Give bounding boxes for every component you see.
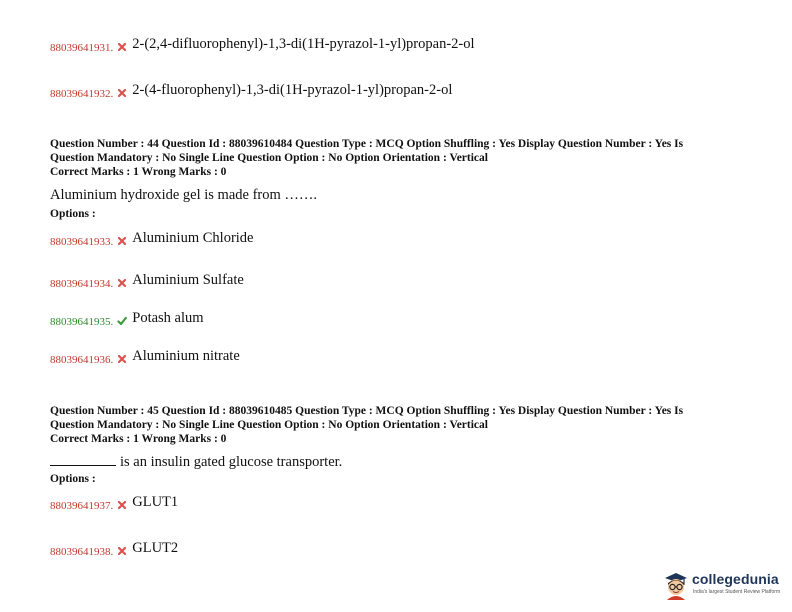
option-row	[50, 84, 452, 106]
cross-icon	[117, 500, 127, 510]
option-text: Aluminium Chloride	[132, 230, 254, 246]
cross-icon	[117, 42, 127, 52]
logo-tagline: India's largest Student Review Platform	[693, 589, 781, 595]
option-id: 88039641937.	[50, 500, 114, 512]
option-row-correct	[50, 312, 204, 334]
check-icon	[117, 316, 127, 326]
option-id: 88039641935.	[50, 316, 114, 328]
question-header-line: Question Mandatory : No Single Line Question Option : No Option Orientation : Vertical	[50, 419, 488, 431]
option-text: GLUT2	[132, 540, 179, 556]
options-label: Options :	[50, 208, 96, 220]
option-id: 88039641934.	[50, 278, 114, 290]
question-text	[50, 452, 342, 471]
question-header-line: Question Mandatory : No Single Line Question Option : No Option Orientation : Vertical	[50, 152, 488, 164]
marks-line: Correct Marks : 1 Wrong Marks : 0	[50, 166, 227, 178]
cross-icon	[117, 546, 127, 556]
option-id: 88039641933.	[50, 236, 114, 248]
option-row	[50, 350, 240, 372]
cross-icon	[117, 278, 127, 288]
option-id: 88039641932.	[50, 88, 114, 100]
fill-in-blank	[50, 452, 116, 466]
option-row	[50, 232, 253, 254]
option-row	[50, 542, 178, 564]
option-row	[50, 38, 475, 60]
option-id: 88039641931.	[50, 42, 114, 54]
option-id: 88039641938.	[50, 546, 114, 558]
logo-wordmark: collegedunia	[692, 571, 779, 587]
option-text: Potash alum	[132, 310, 204, 326]
option-text: Aluminium nitrate	[132, 348, 240, 364]
marks-line: Correct Marks : 1 Wrong Marks : 0	[50, 433, 227, 445]
option-row	[50, 496, 178, 518]
question-text: Aluminium hydroxide gel is made from …….	[50, 187, 318, 203]
cross-icon	[117, 354, 127, 364]
question-text-body: is an insulin gated glucose transporter.	[120, 454, 343, 470]
cross-icon	[117, 88, 127, 98]
question-header-line: Question Number : 45 Question Id : 88039610485 Question Type : MCQ Option Shuffling : Yes Display Question Number : Yes Is	[50, 405, 684, 417]
question-header	[50, 404, 750, 446]
option-id: 88039641936.	[50, 354, 114, 366]
option-text: Aluminium Sulfate	[132, 272, 244, 288]
question-header-line: Question Number : 44 Question Id : 88039610484 Question Type : MCQ Option Shuffling : Yes Display Question Number : Yes Is	[50, 138, 684, 150]
question-header	[50, 137, 750, 179]
collegedunia-logo	[662, 568, 784, 602]
cross-icon	[117, 236, 127, 246]
option-text: GLUT1	[132, 494, 179, 510]
option-text: 2-(2,4-difluorophenyl)-1,3-di(1H-pyrazol-1-yl)propan-2-ol	[132, 36, 475, 52]
student-mascot-icon	[662, 570, 690, 600]
option-row	[50, 274, 244, 296]
option-text: 2-(4-fluorophenyl)-1,3-di(1H-pyrazol-1-yl)propan-2-ol	[132, 82, 453, 98]
options-label: Options :	[50, 473, 96, 485]
